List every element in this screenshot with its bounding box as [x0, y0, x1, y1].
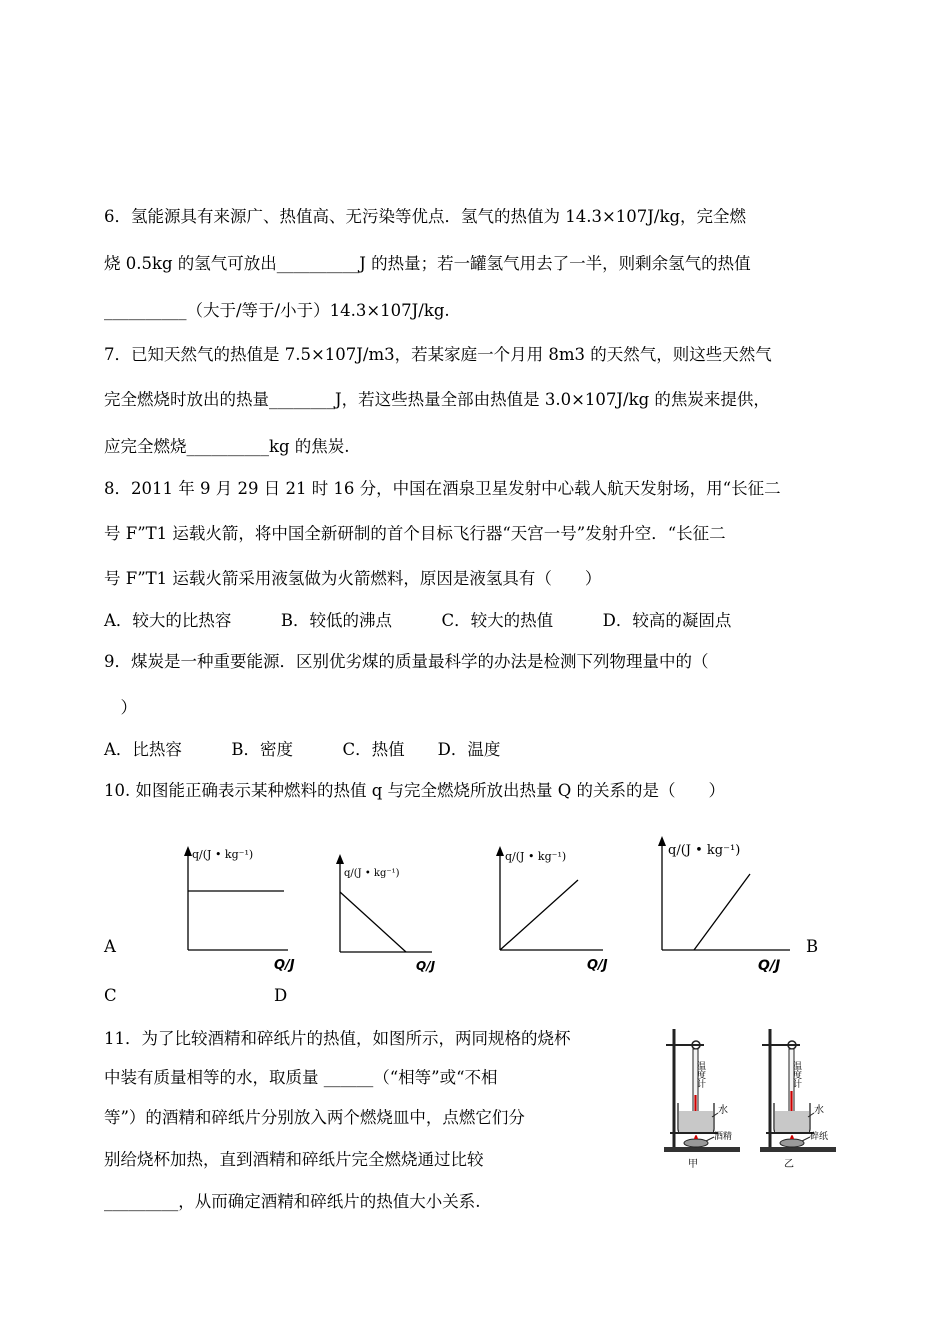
q11-line3: 等”）的酒精和碎纸片分别放入两个燃烧皿中，点燃它们分: [104, 1108, 525, 1127]
graph-a: [160, 842, 300, 977]
q6-line3: __________（大于/等于/小于）14.3×107J/kg.: [104, 301, 450, 320]
apparatus-right: [760, 1029, 836, 1170]
apparatus-left: [664, 1029, 740, 1170]
q9-options: A．比热容 B．密度 C．热值 D．温度: [104, 740, 501, 759]
left-base: [664, 1147, 740, 1152]
graph-b-plot-line: [340, 892, 406, 952]
option-label-d: D: [274, 986, 288, 1005]
q8-line2: 号 F”T1 运载火箭，将中国全新研制的首个目标飞行器“天宫一号”发射升空．“长征二: [104, 524, 726, 543]
left-flame: [694, 1135, 698, 1139]
q8-line3: 号 F”T1 运载火箭采用液氢做为火箭燃料，原因是液氢具有（ ）: [104, 569, 602, 588]
option-label-b: B: [806, 937, 819, 956]
graph-b-y-arrow: [336, 854, 344, 864]
right-thermo-label: 温度计: [791, 1061, 801, 1088]
q7-line3: 应完全燃烧__________kg 的焦炭.: [104, 437, 350, 456]
graph-a-y-label: q/(J • kg⁻¹): [192, 848, 254, 861]
graph-a-svg: [160, 842, 300, 977]
graph-c-y-label: q/(J • kg⁻¹): [505, 850, 567, 863]
q8-options: A．较大的比热容 B．较低的沸点 C．较大的热值 D．较高的凝固点: [104, 611, 732, 630]
right-caption: 乙: [784, 1159, 794, 1170]
graph-d-svg: [640, 832, 795, 977]
graph-b: [320, 852, 450, 977]
q10-line1: 10. 如图能正确表示某种燃料的热值 q 与完全燃烧所放出热量 Q 的关系的是（ ）: [104, 781, 726, 800]
graph-c-plot-line: [500, 880, 578, 950]
q9-line1: 9．煤炭是一种重要能源．区别优劣煤的质量最科学的办法是检测下列物理量中的（: [104, 652, 709, 671]
right-water: [775, 1111, 809, 1132]
q7-line1: 7．已知天然气的热值是 7.5×107J/m3，若某家庭一个月用 8m3 的天然气，则这些天然气: [104, 345, 772, 364]
option-label-a: A: [104, 937, 116, 956]
graph-c-x-label: Q/J: [587, 958, 608, 973]
right-fuel-label: 碎纸: [810, 1132, 829, 1142]
graph-d-y-arrow: [658, 836, 666, 846]
q6-line2: 烧 0.5kg 的氢气可放出__________J 的热量；若一罐氢气用去了一半，则剩余氢气的热值: [104, 254, 751, 273]
graph-c-svg: [475, 842, 615, 977]
q11-line2: 中装有质量相等的水，取质量 ______（“相等”或“不相: [104, 1068, 498, 1087]
right-fuel-pointer: [802, 1137, 810, 1141]
right-water-label: 水: [814, 1105, 824, 1116]
graph-b-svg: [320, 852, 450, 977]
left-thermo-label: 温度计: [695, 1061, 705, 1088]
q7-line2: 完全燃烧时放出的热量________J，若这些热量全部由热值是 3.0×107J/kg 的焦炭来提供，: [104, 390, 770, 409]
option-label-c: C: [104, 986, 117, 1005]
graph-d-x-label: Q/J: [758, 958, 781, 974]
q11-line4: 别给烧杯加热，直到酒精和碎纸片完全燃烧通过比较: [104, 1150, 484, 1169]
q6-line1: 6．氢能源具有来源广、热值高、无污染等优点．氢气的热值为 14.3×107J/kg，完全燃: [104, 207, 747, 226]
left-fuel-label: 酒精: [714, 1132, 733, 1142]
apparatus-figure: [660, 1025, 850, 1173]
graph-b-x-label: Q/J: [416, 959, 436, 973]
q9-line2: ）: [104, 698, 137, 717]
graph-a-y-arrow: [184, 846, 192, 856]
right-base: [760, 1147, 836, 1152]
graph-b-y-label: q/(J • kg⁻¹): [344, 868, 400, 879]
q11-line1: 11．为了比较酒精和碎纸片的热值，如图所示，两同规格的烧杯: [104, 1029, 571, 1048]
left-water-label: 水: [718, 1105, 728, 1116]
left-caption: 甲: [688, 1159, 698, 1170]
left-burner-dish: [684, 1139, 708, 1147]
q8-line1: 8．2011 年 9 月 29 日 21 时 16 分，中国在酒泉卫星发射中心载人航天发射场，用“长征二: [104, 479, 781, 498]
graph-a-x-label: Q/J: [274, 958, 295, 973]
right-flame: [790, 1135, 794, 1139]
graph-d: [640, 832, 795, 977]
q11-line5: _________，从而确定酒精和碎纸片的热值大小关系.: [104, 1192, 481, 1211]
graph-d-plot-line: [694, 874, 750, 950]
graph-d-y-label: q/(J • kg⁻¹): [668, 843, 741, 858]
graph-c-y-arrow: [496, 846, 504, 856]
left-water: [679, 1111, 713, 1132]
right-burner-dish: [780, 1139, 804, 1147]
apparatus-svg: [660, 1025, 850, 1173]
left-fuel-pointer: [706, 1137, 714, 1141]
graph-c: [475, 842, 615, 977]
